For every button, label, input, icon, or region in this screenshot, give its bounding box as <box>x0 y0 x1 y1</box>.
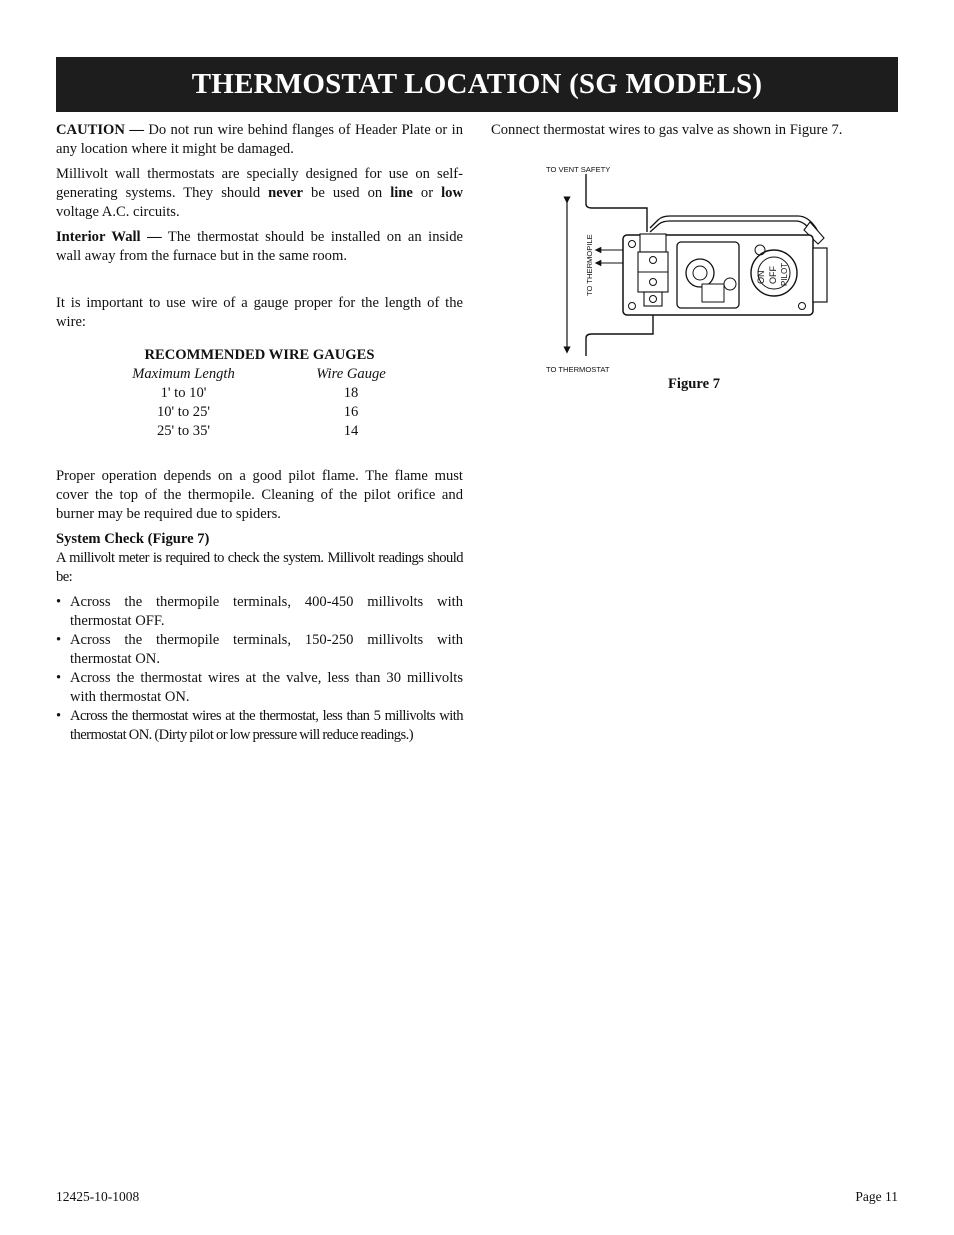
millivolt-paragraph <box>56 165 463 222</box>
page-title: THERMOSTAT LOCATION (SG MODELS) <box>56 57 898 112</box>
right-column <box>491 121 898 146</box>
system-check-intro: A millivolt meter is required to check the system. Millivolt readings should be: <box>56 550 463 585</box>
label-to-thermostat: TO THERMOSTAT <box>546 365 610 374</box>
table-cell: 10' to 25' <box>156 404 211 420</box>
wiring-diagram-svg <box>540 160 840 380</box>
millivolt-never: never <box>268 185 304 201</box>
gas-valve-outlet <box>813 248 827 302</box>
wire-gauge-table <box>106 365 441 441</box>
list-item: • Across the thermostat wires at the thermostat, less than 5 millivolts with thermostat ON. (Dirty pilot or low pressure will reduce readings.) <box>56 707 463 745</box>
document-number: 12425-10-1008 <box>56 1189 140 1204</box>
left-column <box>56 121 463 745</box>
list-item: • Across the thermopile terminals, 150-250 millivolts with thermostat ON. <box>56 631 463 669</box>
page-number: Page 11 <box>855 1189 898 1204</box>
label-to-vent-safety: TO VENT SAFETY <box>546 165 611 174</box>
interior-wall-label: Interior Wall — <box>56 229 162 245</box>
millivolt-text-2: be used on <box>303 185 391 201</box>
knob-label-pilot: PILOT <box>780 262 789 286</box>
millivolt-low: low <box>441 185 463 201</box>
millivolt-text-4: voltage A.C. circuits. <box>56 204 180 220</box>
caution-text: Do not run wire behind flanges of Header Plate or in any location where it might be damaged. <box>56 122 463 157</box>
table-header-row <box>106 365 441 384</box>
table-row <box>106 403 441 422</box>
table-cell: 16 <box>343 404 359 420</box>
millivolt-text-3: or <box>412 185 442 201</box>
vent-terminal <box>640 234 666 252</box>
caution-paragraph <box>56 121 463 159</box>
table-row <box>106 384 441 403</box>
table-cell: 1' to 10' <box>160 385 207 401</box>
knob-label-off: OFF <box>768 266 778 284</box>
table-cell: 14 <box>343 423 359 439</box>
table-row <box>106 422 441 441</box>
knob-label-on: ON <box>756 270 766 284</box>
figure-caption: Figure 7 <box>668 376 721 392</box>
caution-label: CAUTION — <box>56 122 144 138</box>
millivolt-line: line <box>390 185 413 201</box>
list-item: • Across the thermostat wires at the valve, less than 30 millivolts with thermostat ON. <box>56 669 463 707</box>
table-cell: 25' to 35' <box>156 423 211 439</box>
gauge-intro: It is important to use wire of a gauge proper for the length of the wire: <box>56 295 463 330</box>
label-to-thermopile: TO THERMOPILE <box>585 234 594 296</box>
system-check-heading: System Check (Figure 7) <box>56 531 210 547</box>
header-max-length: Maximum Length <box>132 366 235 382</box>
system-check-list <box>56 593 463 745</box>
vent-safety-wire <box>586 174 647 232</box>
header-wire-gauge: Wire Gauge <box>316 366 386 382</box>
interior-wall-text: The thermostat should be installed on an inside wall away from the furnace but in the same room. <box>56 229 463 264</box>
list-item: • Across the thermopile terminals, 400-450 millivolts with thermostat OFF. <box>56 593 463 631</box>
wire-table-title: RECOMMENDED WIRE GAUGES <box>144 347 375 363</box>
interior-wall-paragraph <box>56 228 463 266</box>
table-cell: 18 <box>343 385 359 401</box>
gas-valve-wiring-diagram <box>540 160 840 380</box>
regulator-cap <box>702 284 724 302</box>
pilot-paragraph: Proper operation depends on a good pilot flame. The flame must cover the top of the thermopile. Cleaning of the pilot orifice and burner may be required due to spiders. <box>56 468 463 522</box>
millivolt-text-1: Millivolt wall thermostats are specially designed for use on self-generating systems. They should <box>56 166 463 201</box>
thermostat-terminal <box>644 292 662 306</box>
connect-paragraph: Connect thermostat wires to gas valve as shown in Figure 7. <box>491 122 843 138</box>
